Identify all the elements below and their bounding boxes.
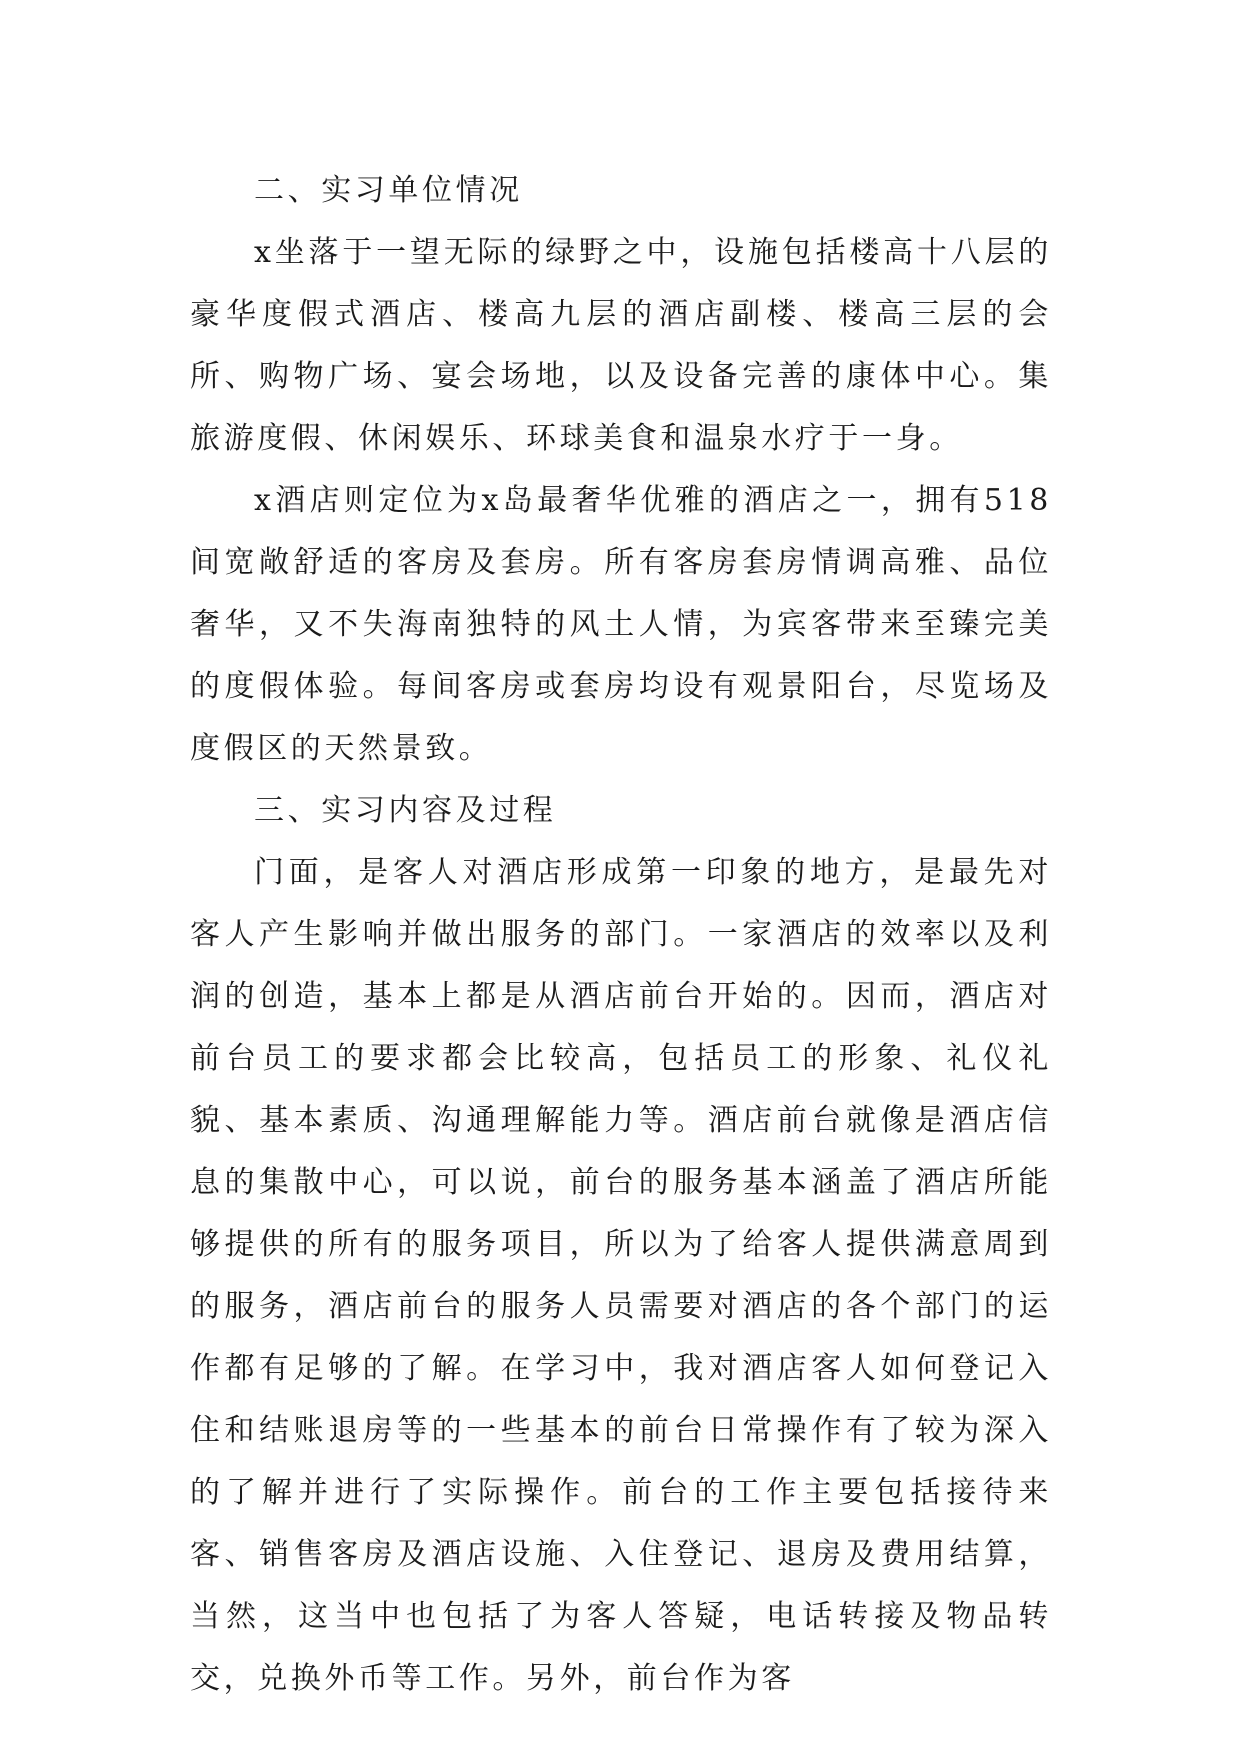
paragraph-hotel-positioning: x酒店则定位为x岛最奢华优雅的酒店之一，拥有518间宽敞舒适的客房及套房。所有客房套房情调高雅、品位奢华，又不失海南独特的风土人情，为宾客带来至臻完美的度假体验。每间客房或套房均设有观景阳台，尽览场及度假区的天然景致。 <box>190 483 1052 766</box>
paragraph-unit-overview: x坐落于一望无际的绿野之中，设施包括楼高十八层的豪华度假式酒店、楼高九层的酒店副楼、楼高三层的会所、购物广场、宴会场地，以及设备完善的康体中心。集旅游度假、休闲娱乐、环球美食和温泉水疗于一身。 <box>190 235 1052 456</box>
section-heading-content-process: 三、实习内容及过程 <box>254 793 557 828</box>
paragraph-front-desk: 门面，是客人对酒店形成第一印象的地方，是最先对客人产生影响并做出服务的部门。一家酒店的效率以及利润的创造，基本上都是从酒店前台开始的。因而，酒店对前台员工的要求都会比较高，包括员工的形象、礼仪礼貌、基本素质、沟通理解能力等。酒店前台就像是酒店信息的集散中心，可以说，前台的服务基本涵盖了酒店所能够提供的所有的服务项目，所以为了给客人提供满意周到的服务，酒店前台的服务人员需要对酒店的各个部门的运作都有足够的了解。在学习中，我对酒店客人如何登记入住和结账退房等的一些基本的前台日常操作有了较为深入的了解并进行了实际操作。前台的工作主要包括接待来客、销售客房及酒店设施、入住登记、退房及费用结算，当然，这当中也包括了为客人答疑，电话转接及物品转交，兑换外币等工作。另外，前台作为客 <box>190 855 1052 1696</box>
section-heading-unit-info: 二、实习单位情况 <box>254 173 523 208</box>
document-body <box>190 160 1052 1710</box>
